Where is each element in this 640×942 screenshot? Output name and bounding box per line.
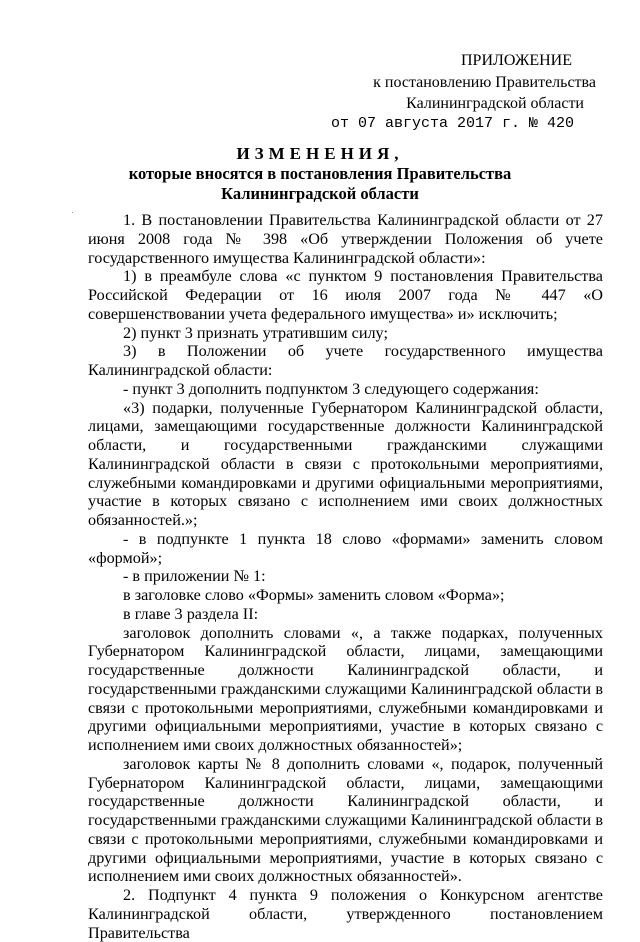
attachment-title: ПРИЛОЖЕНИЕ [460,52,572,69]
paragraph-1-3-b: - в подпункте 1 пункта 18 слово «формами» заменить словом «формой»; [88,529,603,567]
paragraph-1-1: 1) в преамбуле слова «с пунктом 9 постановления Правительства Российской Федерации от 16 июля 2007 года № 447 «О совершенствовании учета федерального имущества» и» исключить; [88,267,603,323]
paragraph-1-3-f: заголовок дополнить словами «, а также подарках, полученных Губернатором Калининградской области, лицами, замещающими государственные должности Калининградской области, и государственными гражданскими служащими Калининградской области в связи с протокольными мероприятиями, служебными командировками и другими официальными мероприятиями, участие в которых связано с исполнением ими своих должностных обязанностей»; [88,623,603,754]
document-body [88,211,603,942]
scan-mark-bottom [150,885,151,886]
paragraph-1-3-e: в главе 3 раздела II: [123,604,259,623]
paragraph-1-3-quote: «3) подарки, полученные Губернатором Калининградской области, лицами, замещающими государственные должности Калининградской области, и государственными гражданскими служащими Калининградской области в связи с протокольными мероприятиями, служебными командировками и другими официальными мероприятиями, участие в которых связано с исполнением ими своих должностных обязанностей.»; [88,398,603,529]
paragraph-1-3: 3) в Положении об учете государственного имущества Калининградской области: [88,342,603,379]
paragraph-1-3-c: - в приложении № 1: [123,567,266,586]
attachment-reference: к постановлению Правительства [373,74,596,91]
document-subheading-line1: которые вносятся в постановления Правительства [128,164,512,183]
scan-mark [72,212,73,213]
paragraph-1-3-d: в заголовке слово «Формы» заменить словом «Форма»; [123,586,505,604]
paragraph-1: 1. В постановлении Правительства Калининградской области от 27 июня 2008 года № 398 «Об утверждении Положения об учете государственного имущества Калининградской области»: [88,211,603,267]
document-heading: ИЗМЕНЕНИЯ, [236,144,404,163]
attachment-region: Калининградской области [406,95,584,112]
paragraph-1-2: 2) пункт 3 признать утратившим силу; [123,323,388,342]
paragraph-1-3-g: заголовок карты № 8 дополнить словами «, подарок, полученный Губернатором Калининградской области, лицами, замещающими государственные должности Калининградской области, и государственными гражданскими служащими Калининградской области в связи с протокольными мероприятиями, служебными командировками и другими официальными мероприятиями, участие в которых связано с исполнением ими своих должностных обязанностей». [88,754,603,886]
paragraph-1-3-a: - пункт 3 дополнить подпунктом 3 следующего содержания: [123,379,539,398]
document-subheading-line2: Калининградской области [221,184,419,203]
paragraph-2: 2. Подпункт 4 пункта 9 положения о Конкурсном агентстве Калининградской области, утвержденного постановлением Правительства [88,886,603,942]
attachment-date: от 07 августа 2017 г. № 420 [330,115,574,132]
